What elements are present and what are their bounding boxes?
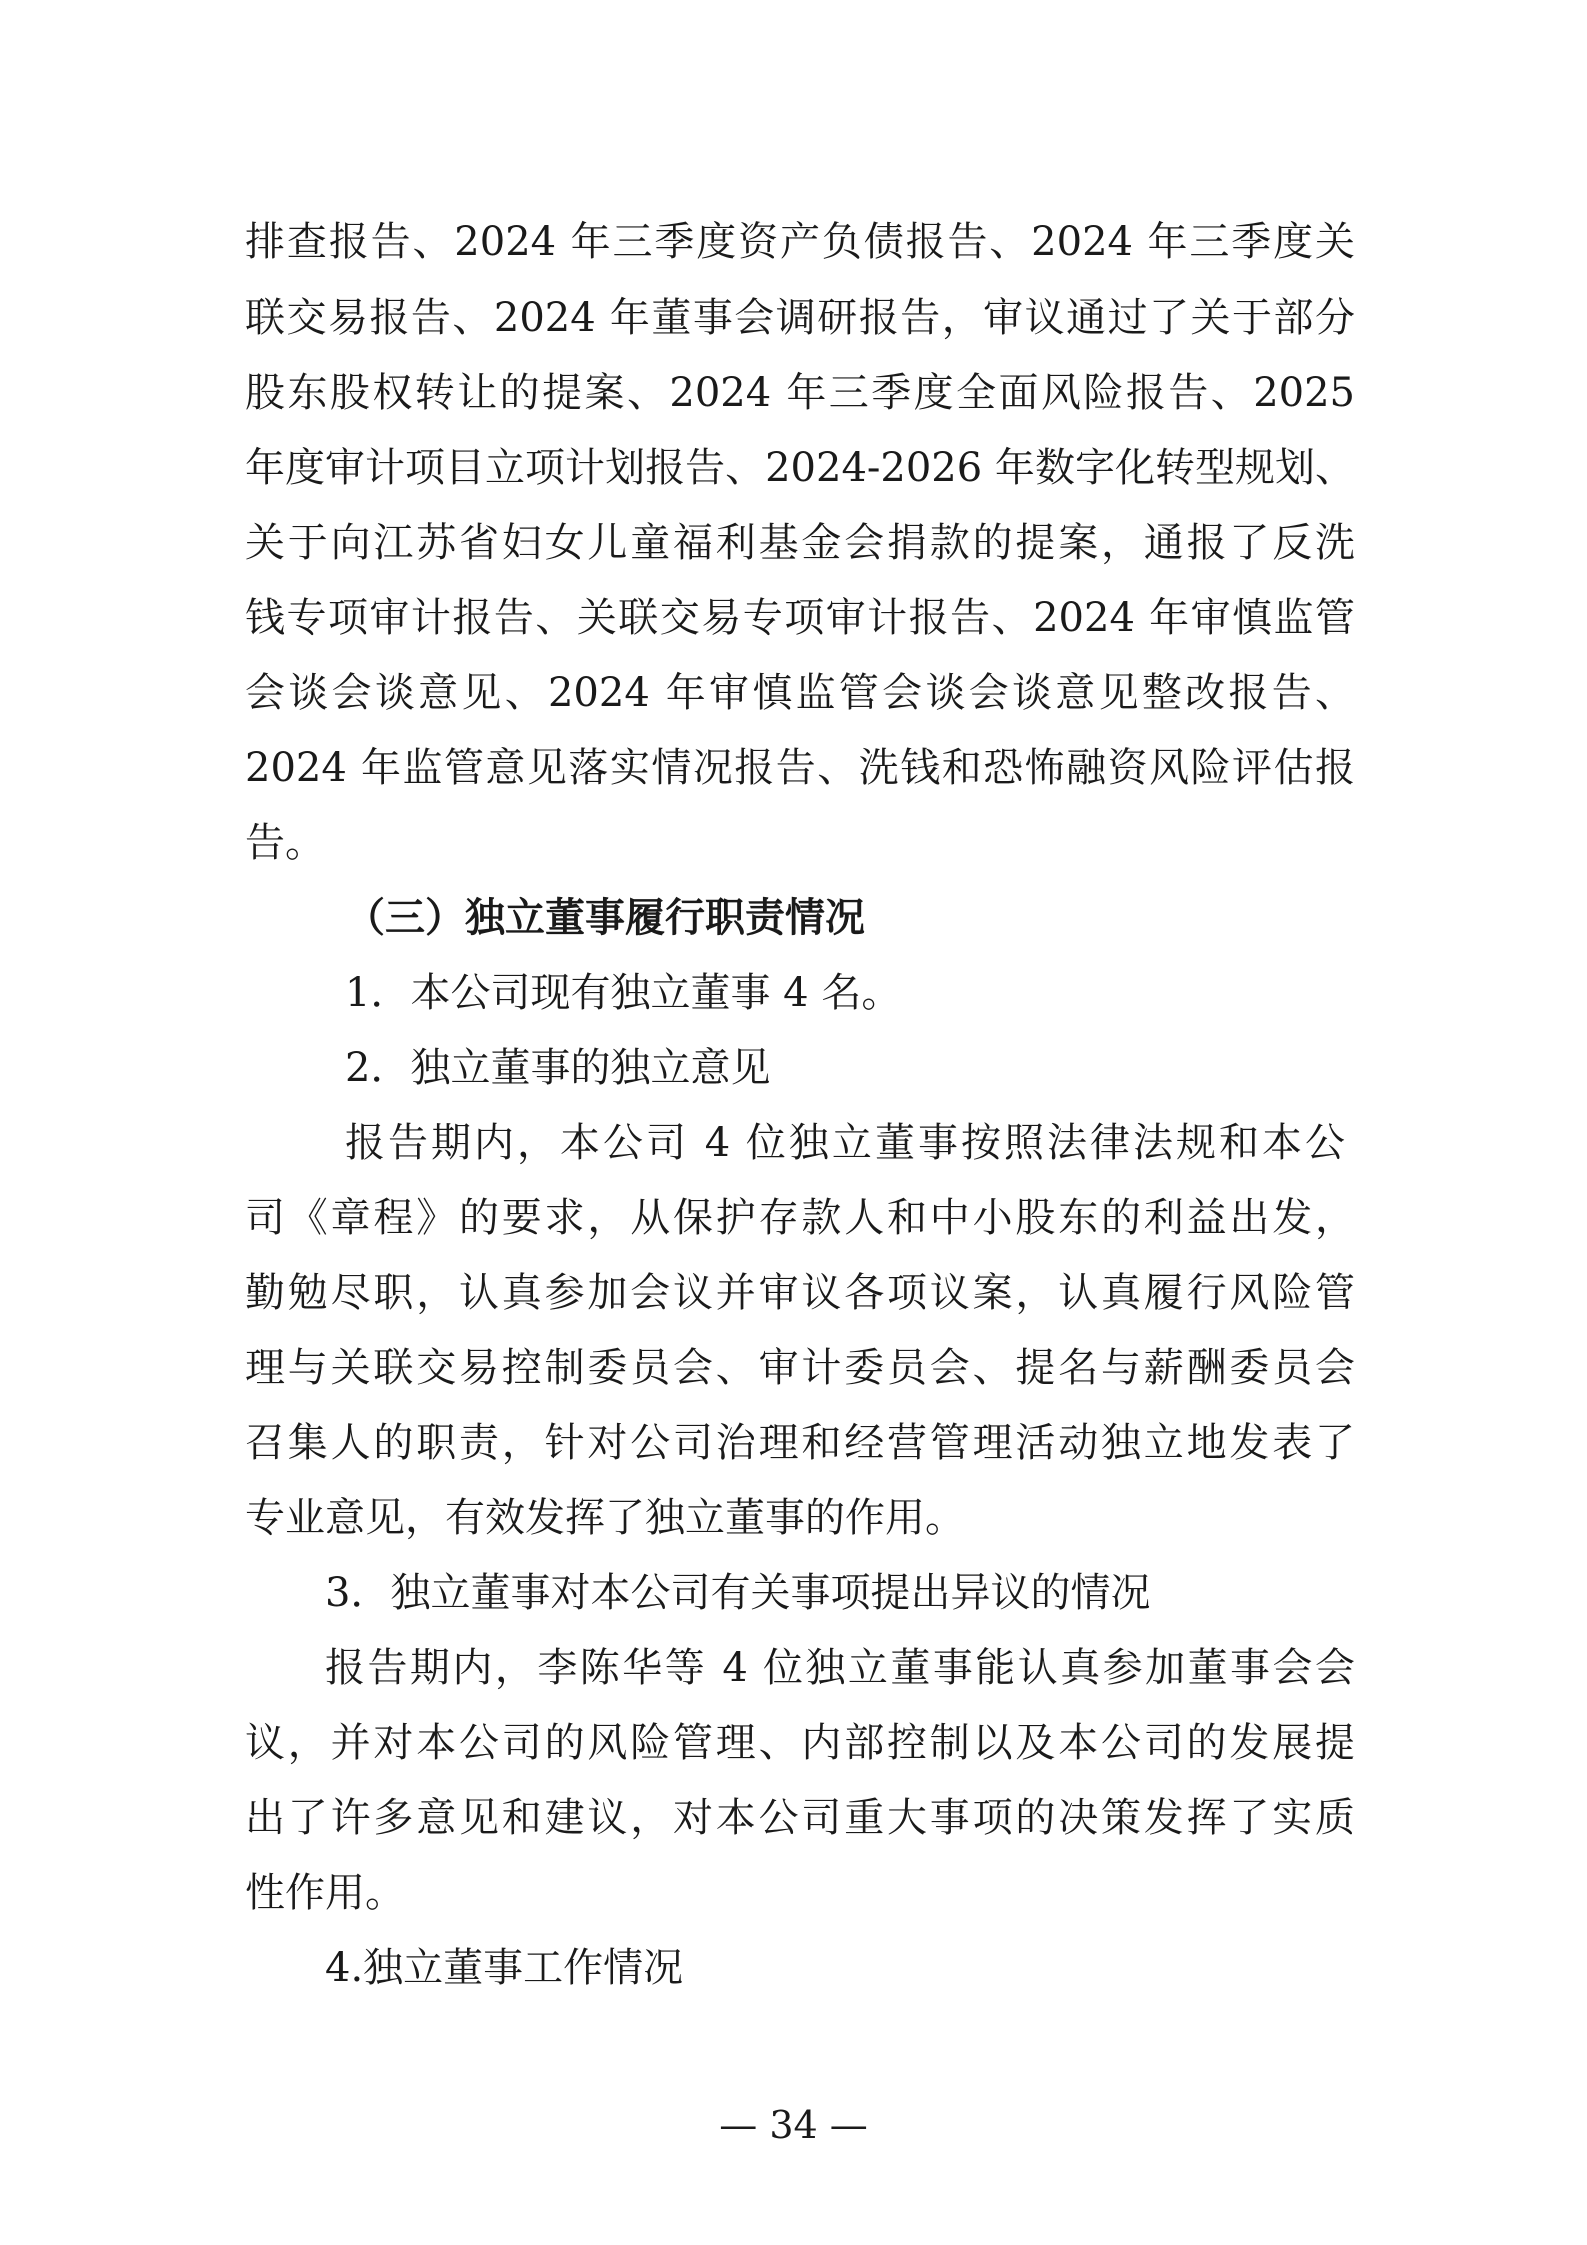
body-text-line: 2024 年监管意见落实情况报告、洗钱和恐怖融资风险评估报 (245, 745, 1355, 791)
body-text-line: 出了许多意见和建议，对本公司重大事项的决策发挥了实质 (245, 1795, 1355, 1841)
body-text-line: 报告期内，本公司 4 位独立董事按照法律法规和本公 (345, 1120, 1345, 1166)
body-text-line: 性作用。 (245, 1870, 405, 1916)
body-text-line: 专业意见，有效发挥了独立董事的作用。 (245, 1495, 965, 1541)
body-text-line: 股东股权转让的提案、2024 年三季度全面风险报告、2025 (245, 370, 1355, 416)
body-text-line: 联交易报告、2024 年董事会调研报告，审议通过了关于部分 (245, 295, 1355, 341)
list-item: 2．独立董事的独立意见 (345, 1045, 771, 1091)
page-number: — 34 — (719, 2103, 868, 2147)
body-text-line: 告。 (245, 820, 325, 866)
body-text-line: 勤勉尽职，认真参加会议并审议各项议案，认真履行风险管 (245, 1270, 1355, 1316)
section-heading: （三）独立董事履行职责情况 (345, 894, 865, 941)
body-text-line: 报告期内，李陈华等 4 位独立董事能认真参加董事会会 (325, 1645, 1355, 1691)
body-text-line: 关于向江苏省妇女儿童福利基金会捐款的提案，通报了反洗 (245, 520, 1355, 566)
body-text-line: 司《章程》的要求，从保护存款人和中小股东的利益出发， (245, 1195, 1355, 1241)
list-item: 3．独立董事对本公司有关事项提出异议的情况 (325, 1570, 1151, 1616)
body-text-line: 排查报告、2024 年三季度资产负债报告、2024 年三季度关 (245, 219, 1355, 265)
body-text-line: 议，并对本公司的风险管理、内部控制以及本公司的发展提 (245, 1720, 1355, 1766)
list-item: 4.独立董事工作情况 (325, 1945, 684, 1991)
body-text-line: 会谈会谈意见、2024 年审慎监管会谈会谈意见整改报告、 (245, 670, 1355, 716)
body-text-line: 钱专项审计报告、关联交易专项审计报告、2024 年审慎监管 (245, 595, 1355, 641)
body-text-line: 年度审计项目立项计划报告、2024-2026 年数字化转型规划、 (245, 445, 1355, 491)
body-text-line: 召集人的职责，针对公司治理和经营管理活动独立地发表了 (245, 1420, 1355, 1466)
list-item: 1．本公司现有独立董事 4 名。 (345, 970, 902, 1016)
body-text-line: 理与关联交易控制委员会、审计委员会、提名与薪酬委员会 (245, 1345, 1355, 1391)
